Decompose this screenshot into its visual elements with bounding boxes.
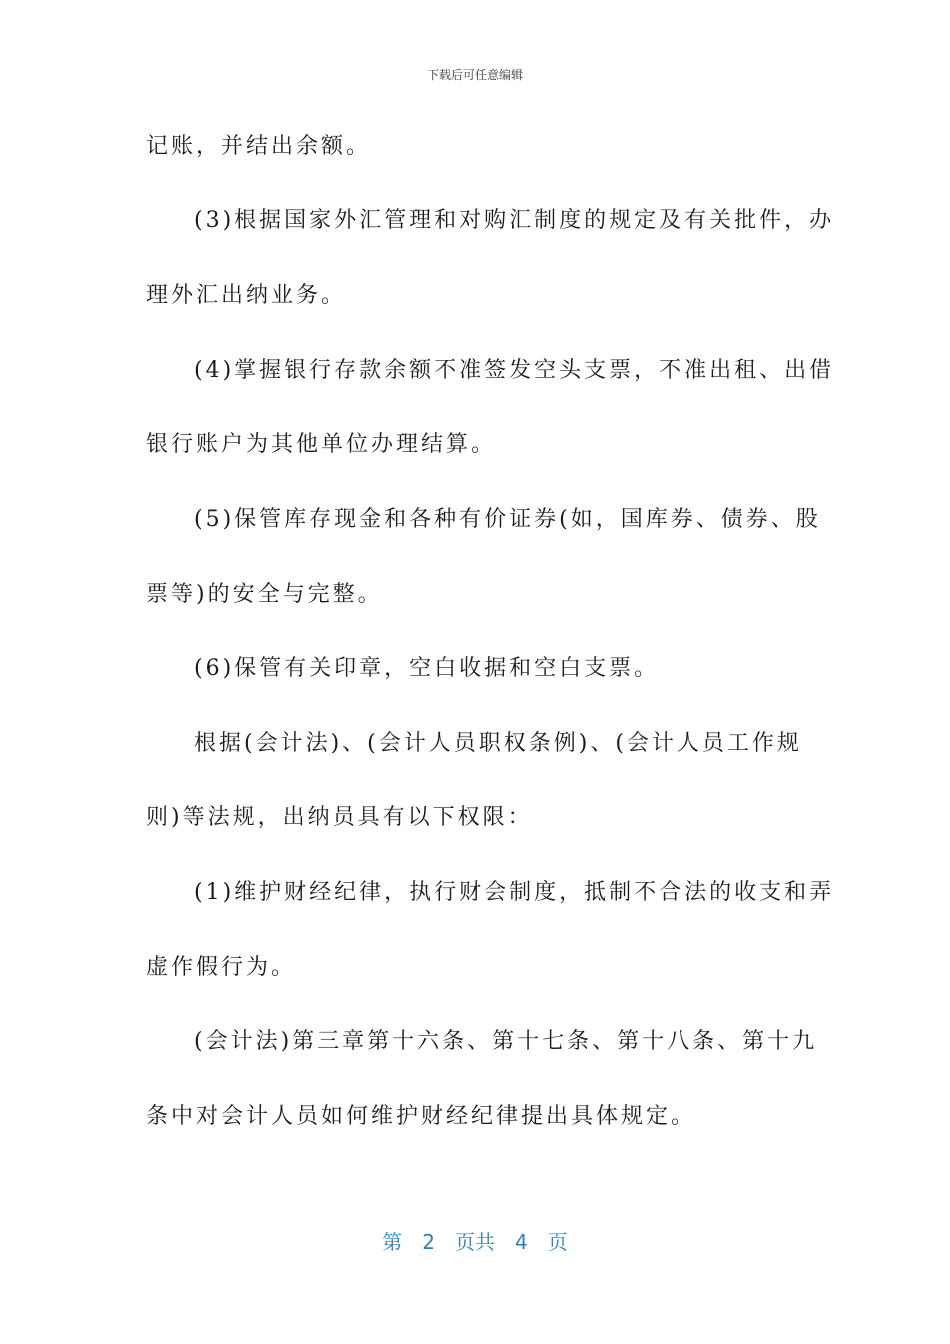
body-line-14: 条中对会计人员如何维护财经纪律提出具体规定。	[146, 1104, 697, 1129]
footer-suffix: 页	[547, 1230, 568, 1254]
body-line-9: 根据(会计法)、(会计人员职权条例)、(会计人员工作规	[194, 731, 802, 756]
footer-middle: 页共	[455, 1230, 495, 1254]
footer-page-total: 4	[515, 1230, 528, 1254]
footer-prefix: 第	[382, 1230, 403, 1254]
body-line-6: (5)保管库存现金和各种有价证券(如，国库券、债券、股	[194, 507, 821, 532]
body-line-10: 则)等法规，出纳员具有以下权限：	[146, 805, 533, 830]
body-line-8: (6)保管有关印章，空白收据和空白支票。	[194, 656, 660, 681]
page-header: 下载后可任意编辑	[426, 68, 523, 82]
page-footer	[0, 1226, 950, 1255]
body-line-2: (3)根据国家外汇管理和对购汇制度的规定及有关批件，办	[194, 208, 835, 233]
body-line-11: (1)维护财经纪律，执行财会制度，抵制不合法的收支和弄	[194, 880, 835, 905]
body-line-4: (4)掌握银行存款余额不准签发空头支票，不准出租、出借	[194, 358, 835, 383]
body-line-5: 银行账户为其他单位办理结算。	[146, 432, 497, 457]
body-line-7: 票等)的安全与完整。	[146, 582, 383, 607]
body-line-13: (会计法)第三章第十六条、第十七条、第十八条、第十九	[194, 1029, 818, 1054]
body-line-1: 记账，并结出余额。	[146, 134, 372, 159]
footer-page-current: 2	[422, 1230, 435, 1254]
body-line-12: 虚作假行为。	[146, 955, 297, 980]
body-line-3: 理外汇出纳业务。	[146, 283, 347, 308]
